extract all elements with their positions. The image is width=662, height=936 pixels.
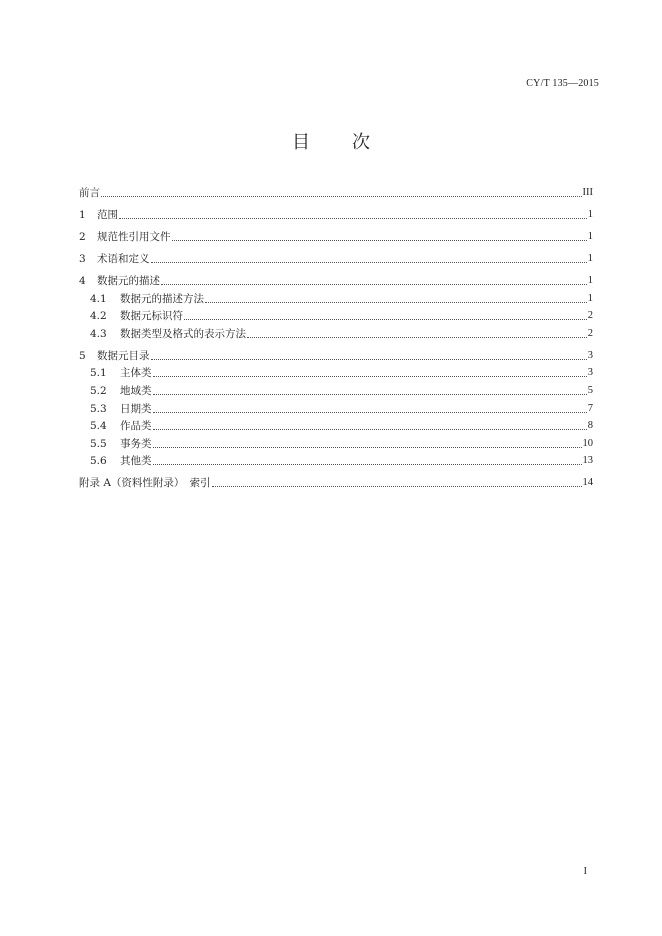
dot-leader: [172, 239, 587, 241]
toc-entry-number: 4.1: [90, 292, 107, 305]
toc-entry[interactable]: [79, 468, 593, 490]
page-title: [0, 128, 662, 154]
toc-entry-page: 10: [582, 437, 593, 449]
dot-leader: [161, 283, 587, 285]
toc-entry-page: 5: [587, 384, 593, 396]
dot-leader: [247, 336, 587, 338]
title-char-2: 次: [352, 132, 370, 153]
toc-entry-number: 4.2: [90, 310, 107, 323]
toc-entry-label: 数据元标识符: [120, 310, 183, 323]
toc-entry-page: 1: [587, 292, 593, 304]
toc-entry-number: 5.4: [90, 420, 107, 433]
toc-entry-page: 2: [587, 327, 593, 339]
dot-leader: [151, 261, 587, 263]
table-of-contents: [79, 178, 593, 490]
toc-entry-number: 1: [79, 209, 86, 221]
toc-entry[interactable]: [79, 451, 593, 469]
toc-entry-label: 日期类: [120, 402, 152, 415]
toc-entry-page: 14: [582, 477, 593, 489]
toc-entry-label: 规范性引用文件: [97, 231, 171, 243]
toc-entry[interactable]: [79, 433, 593, 451]
toc-entry-label: 地域类: [120, 384, 152, 397]
toc-entry[interactable]: [79, 380, 593, 398]
toc-entry-label: 附录 A（资料性附录） 索引: [79, 477, 211, 490]
dot-leader: [101, 195, 582, 197]
toc-entry[interactable]: [79, 398, 593, 416]
toc-entry[interactable]: [79, 178, 593, 200]
toc-entry-label: 范围: [97, 209, 118, 221]
toc-entry-label: 事务类: [120, 437, 152, 450]
toc-entry-number: 5.6: [90, 455, 107, 468]
dot-leader: [153, 393, 587, 395]
toc-entry-label: 其他类: [120, 455, 152, 468]
toc-entry-label: 术语和定义: [97, 253, 150, 265]
page-number: I: [583, 866, 587, 877]
toc-entry-number: 5: [79, 349, 86, 362]
toc-entry-label: 数据类型及格式的表示方法: [120, 327, 246, 340]
toc-entry[interactable]: [79, 288, 593, 306]
dot-leader: [153, 375, 587, 377]
toc-entry[interactable]: [79, 323, 593, 341]
dot-leader: [153, 428, 587, 430]
toc-entry[interactable]: [79, 266, 593, 288]
toc-entry-page: 3: [587, 349, 593, 361]
toc-entry-label: 前言: [79, 187, 100, 199]
toc-entry-page: 2: [587, 310, 593, 322]
toc-entry-label: 数据元的描述: [97, 275, 160, 287]
dot-leader: [153, 463, 582, 465]
toc-entry-page: 1: [587, 275, 593, 286]
toc-entry-page: III: [582, 187, 593, 198]
toc-entry-number: 5.2: [90, 384, 107, 397]
toc-entry[interactable]: [79, 244, 593, 266]
toc-entry[interactable]: [79, 416, 593, 434]
toc-entry-page: 3: [587, 367, 593, 379]
toc-entry-number: 5.1: [90, 367, 107, 380]
toc-entry[interactable]: [79, 306, 593, 324]
toc-entry-page: 1: [587, 209, 593, 220]
toc-entry-number: 4: [79, 275, 86, 287]
toc-entry-page: 7: [587, 402, 593, 414]
toc-entry[interactable]: [79, 363, 593, 381]
toc-entry-number: 2: [79, 231, 86, 243]
toc-entry-number: 4.3: [90, 327, 107, 340]
standard-code: CY/T 135—2015: [526, 78, 599, 89]
dot-leader: [205, 301, 587, 303]
toc-entry-label: 数据元的描述方法: [120, 292, 204, 305]
toc-entry-page: 13: [582, 455, 593, 467]
toc-entry[interactable]: [79, 222, 593, 244]
toc-entry-label: 主体类: [120, 367, 152, 380]
toc-entry-number: 5.5: [90, 437, 107, 450]
toc-entry-label: 数据元目录: [97, 349, 150, 362]
dot-leader: [212, 485, 582, 487]
toc-entry-page: 1: [587, 231, 593, 242]
toc-entry[interactable]: [79, 200, 593, 222]
dot-leader: [153, 446, 582, 448]
dot-leader: [119, 217, 587, 219]
title-char-1: 目: [292, 132, 310, 153]
toc-entry[interactable]: [79, 341, 593, 363]
dot-leader: [151, 358, 587, 360]
toc-entry-page: 8: [587, 420, 593, 432]
toc-entry-label: 作品类: [120, 420, 152, 433]
toc-entry-page: 1: [587, 253, 593, 264]
toc-entry-number: 5.3: [90, 402, 107, 415]
dot-leader: [184, 318, 587, 320]
dot-leader: [153, 411, 587, 413]
toc-entry-number: 3: [79, 253, 86, 265]
